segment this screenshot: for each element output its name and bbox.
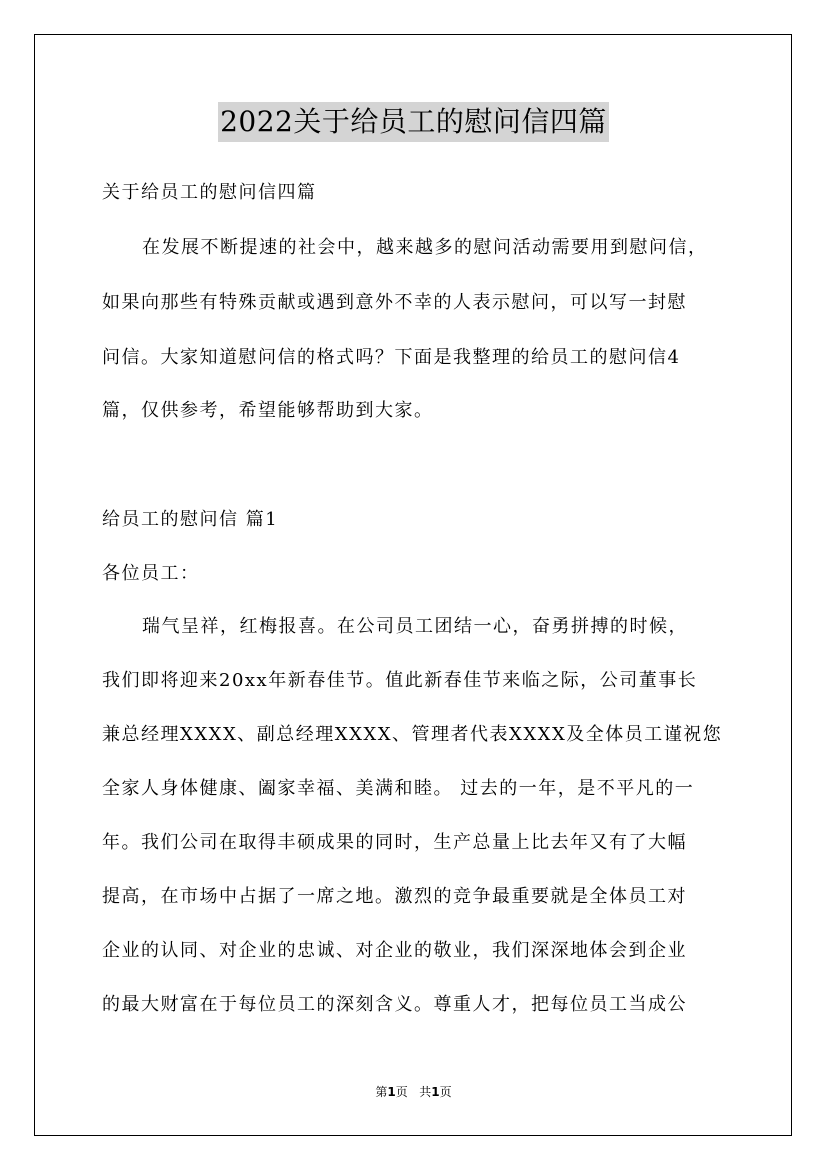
section-heading: 给员工的慰问信 篇1 — [102, 509, 279, 530]
intro-line: 问信。大家知道慰问信的格式吗？下面是我整理的给员工的慰问信4 — [102, 347, 681, 368]
body-line: 瑞气呈祥，红梅报喜。在公司员工团结一心，奋勇拼搏的时候， — [142, 616, 688, 637]
body-line: 年。我们公司在取得丰硕成果的同时，生产总量上比去年又有了大幅 — [102, 832, 687, 853]
document-subtitle: 关于给员工的慰问信四篇 — [102, 182, 317, 203]
body-line: 的最大财富在于每位员工的深刻含义。尊重人才，把每位员工当成公 — [102, 994, 687, 1015]
document-title: 2022关于给员工的慰问信四篇 — [218, 102, 609, 142]
total-pages: 1 — [431, 1085, 440, 1099]
body-line: 兼总经理XXXX、副总经理XXXX、管理者代表XXXX及全体员工谨祝您 — [102, 724, 723, 745]
intro-line: 在发展不断提速的社会中，越来越多的慰问活动需要用到慰问信， — [142, 237, 708, 258]
intro-line: 如果向那些有特殊贡献或遇到意外不幸的人表示慰问，可以写一封慰 — [102, 292, 687, 313]
intro-line: 篇，仅供参考，希望能够帮助到大家。 — [102, 400, 434, 421]
page-prefix: 第 — [375, 1085, 388, 1099]
page-number: 1 — [387, 1085, 396, 1099]
body-line: 全家人身体健康、阖家幸福、美满和睦。 过去的一年，是不平凡的一 — [102, 778, 695, 799]
total-suffix: 页 — [439, 1085, 452, 1099]
title-container — [0, 102, 827, 142]
total-prefix: 共 — [419, 1085, 432, 1099]
page-suffix: 页 — [395, 1085, 408, 1099]
salutation: 各位员工： — [102, 563, 200, 584]
body-line: 提高，在市场中占据了一席之地。激烈的竞争最重要就是全体员工对 — [102, 886, 687, 907]
page-footer — [0, 1084, 827, 1100]
body-line: 企业的认同、对企业的忠诚、对企业的敬业，我们深深地体会到企业 — [102, 940, 687, 961]
body-line: 我们即将迎来20xx年新春佳节。值此新春佳节来临之际，公司董事长 — [102, 670, 698, 691]
